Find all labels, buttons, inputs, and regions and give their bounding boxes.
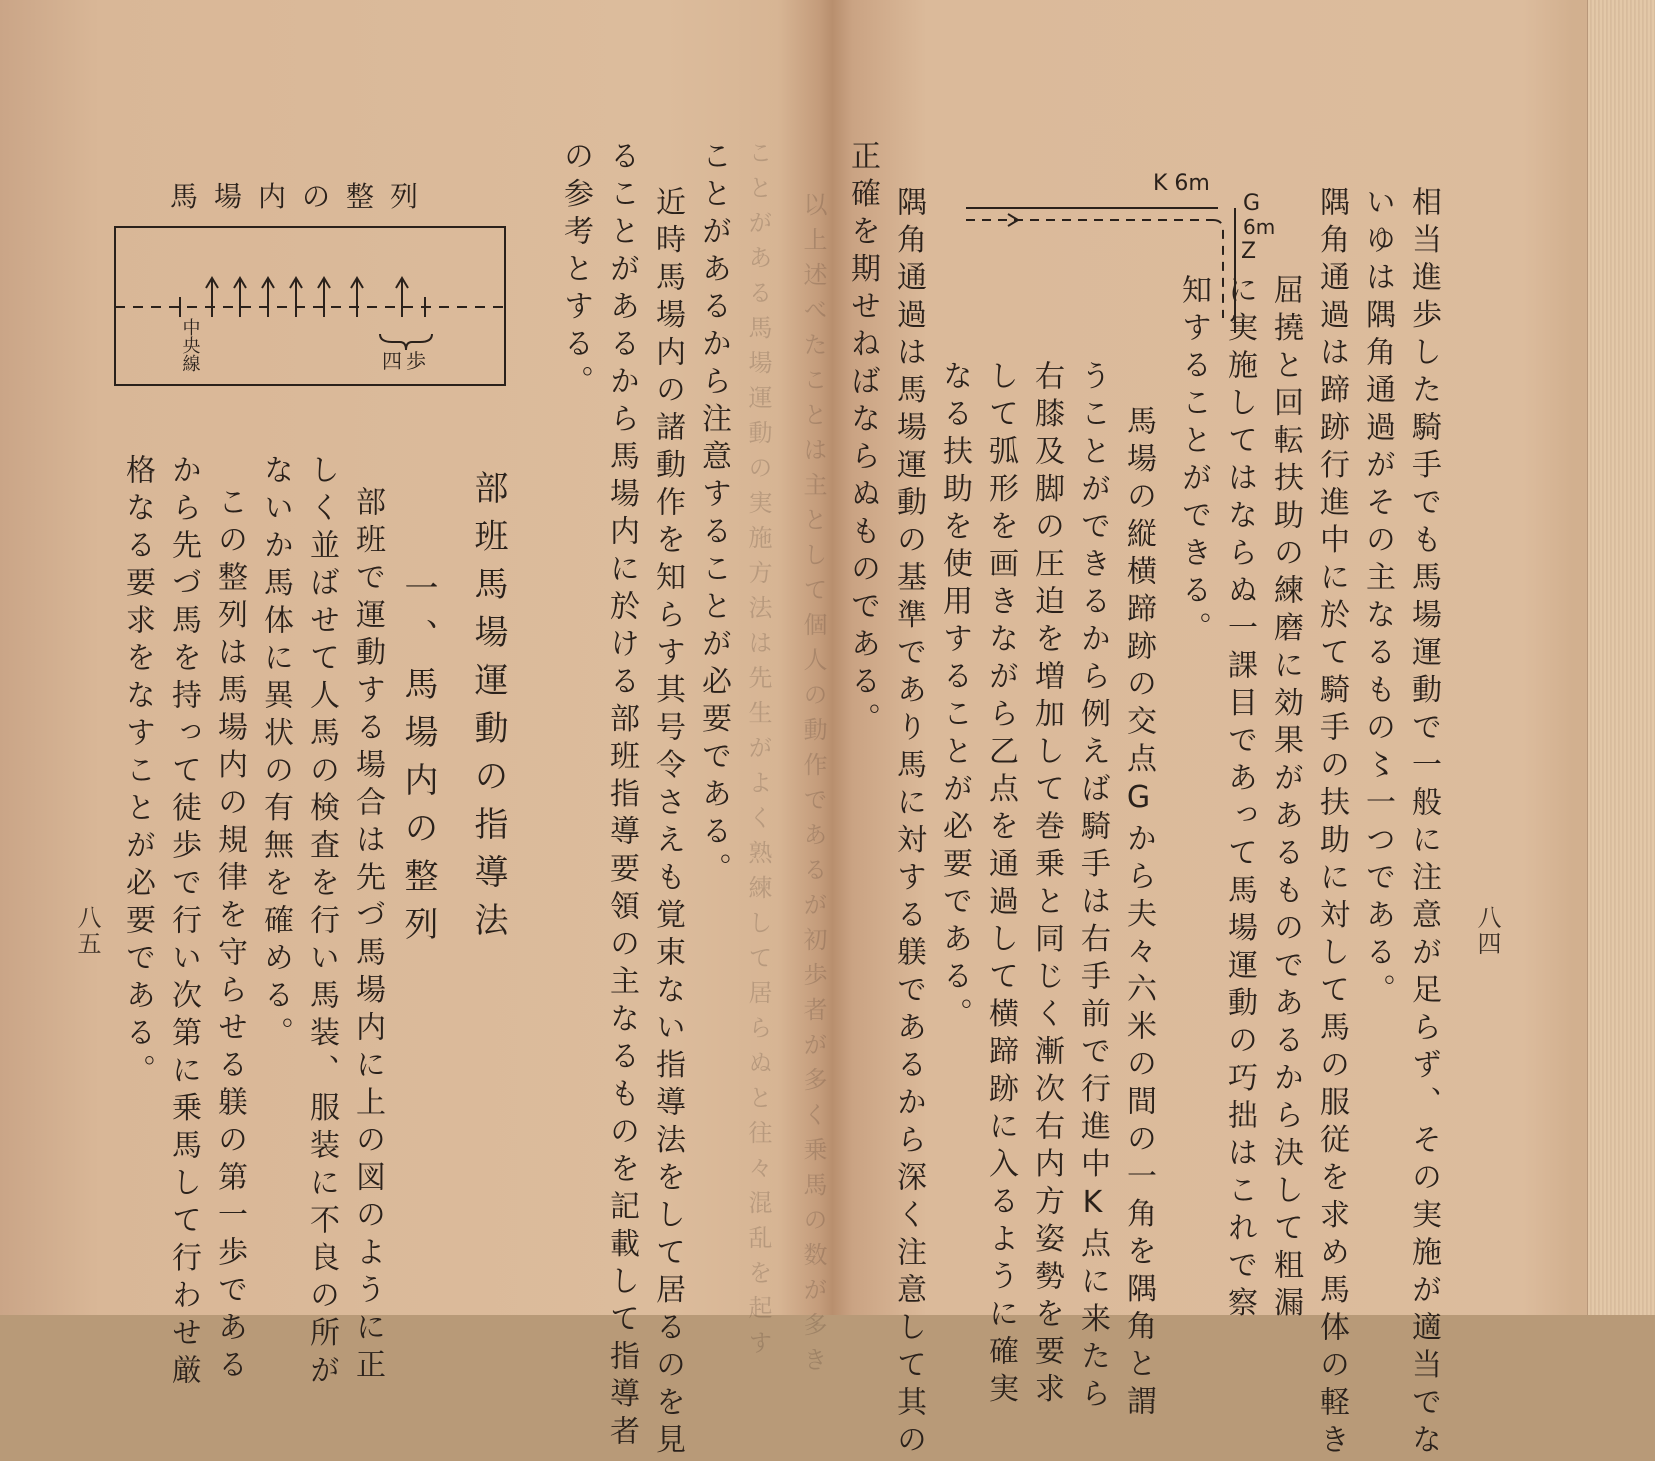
page-edges (1587, 0, 1655, 1315)
paragraph-line: 隅角通過は馬場運動の基準であり馬に対する躾であるから深く注意して其の (891, 186, 926, 1461)
paragraph-line: 部班で運動する場合は先づ馬場内に上の図のように正 (350, 486, 385, 1386)
paragraph-line: なる扶助を使用することが必要である。 (937, 360, 972, 1035)
page-number-84: 八四 (1473, 905, 1501, 957)
paragraph-line: いゆは隅角通過がその主なるもの〻一つである。 (1360, 186, 1395, 1011)
paragraph-line: 屈撓と回転扶助の練磨に効果があるものであるから決して粗漏 (1268, 274, 1303, 1324)
left-page (0, 0, 788, 1461)
bleed-through-text: 以上述べたことは主として個人の動作であるが初歩者が多く乗馬の数が多き (799, 192, 827, 1382)
paragraph-line: ることがあるから馬場内に於ける部班指導要領の主なるものを記載して指導者 (604, 140, 639, 1453)
subsection-title: 一、馬場内の整列 (398, 570, 438, 954)
label-g: G (1243, 191, 1261, 216)
paragraph-line: 格なる要求をなすことが必要である。 (120, 454, 155, 1092)
paragraph-line: 知することができる。 (1176, 274, 1211, 649)
paragraph-line: ことがあるから注意することが必要である。 (696, 140, 731, 890)
paragraph-line: しく並ばせて人馬の検査を行い馬装、服装に不良の所が (304, 454, 339, 1392)
label-k: K 6m (1153, 171, 1210, 196)
paragraph-line: して弧形を画きながら乙点を通過して横蹄跡に入るように確実 (983, 360, 1018, 1410)
right-page (788, 0, 1588, 1461)
corner-passage-diagram (958, 168, 1288, 338)
paragraph-line: の参考とする。 (558, 140, 593, 403)
horse-arrow (206, 278, 218, 317)
horse-arrow (396, 278, 408, 317)
figure-caption: 馬場内の整列 (170, 180, 435, 213)
paragraph-line: から先づ馬を持って徒歩で行い次第に乗馬して行わせ厳 (166, 454, 201, 1392)
horse-arrow (234, 278, 246, 317)
horse-markers (206, 278, 408, 317)
horse-arrow (318, 278, 330, 317)
center-line-label: 中央線 (179, 318, 201, 372)
paragraph-line: 右膝及脚の圧迫を増加して巻乗と同じく漸次右内方姿勢を要求 (1029, 360, 1064, 1410)
horse-arrow (351, 278, 363, 317)
section-title: 部班馬場運動の指導法 (468, 470, 508, 950)
paragraph-line: 近時馬場内の諸動作を知らす其号令さえも覚束ない指導法をして居るのを見 (650, 186, 685, 1461)
paragraph-line: 馬場の縦横蹄跡の交点Gから夫々六米の間の一角を隅角と謂 (1121, 405, 1156, 1423)
paragraph-line: この整列は馬場内の規律を守らせる躾の第一歩である (212, 486, 247, 1386)
horse-arrow (290, 278, 302, 317)
bleed-through-text: ことがある馬場運動の実施方法は先生がよく熟練して居らぬと往々混乱を起す (744, 140, 772, 1365)
arena-alignment-figure (112, 222, 512, 392)
paragraph-line: うことができるから例えば騎手は右手前で行進中K点に来たら (1075, 360, 1110, 1415)
label-6m: 6m (1243, 215, 1276, 239)
label-z: Z (1241, 239, 1257, 264)
paragraph-line: ないか馬体に異状の有無を確める。 (258, 454, 293, 1054)
horse-arrow (262, 278, 274, 317)
page-number-85: 八五 (73, 905, 101, 957)
spacing-label: 四歩 (382, 349, 430, 373)
paragraph-line: 相当進歩した騎手でも馬場運動で一般に注意が足らず、その実施が適当でな (1406, 186, 1441, 1461)
paragraph-line: 隅角通過は蹄跡行進中に於て騎手の扶助に対して馬の服従を求め馬体の軽き (1314, 186, 1349, 1461)
paragraph-line: に実施してはならぬ一課目であって馬場運動の巧拙はこれで察 (1222, 274, 1257, 1324)
paragraph-line: 正確を期せねばならぬものである。 (845, 140, 880, 740)
